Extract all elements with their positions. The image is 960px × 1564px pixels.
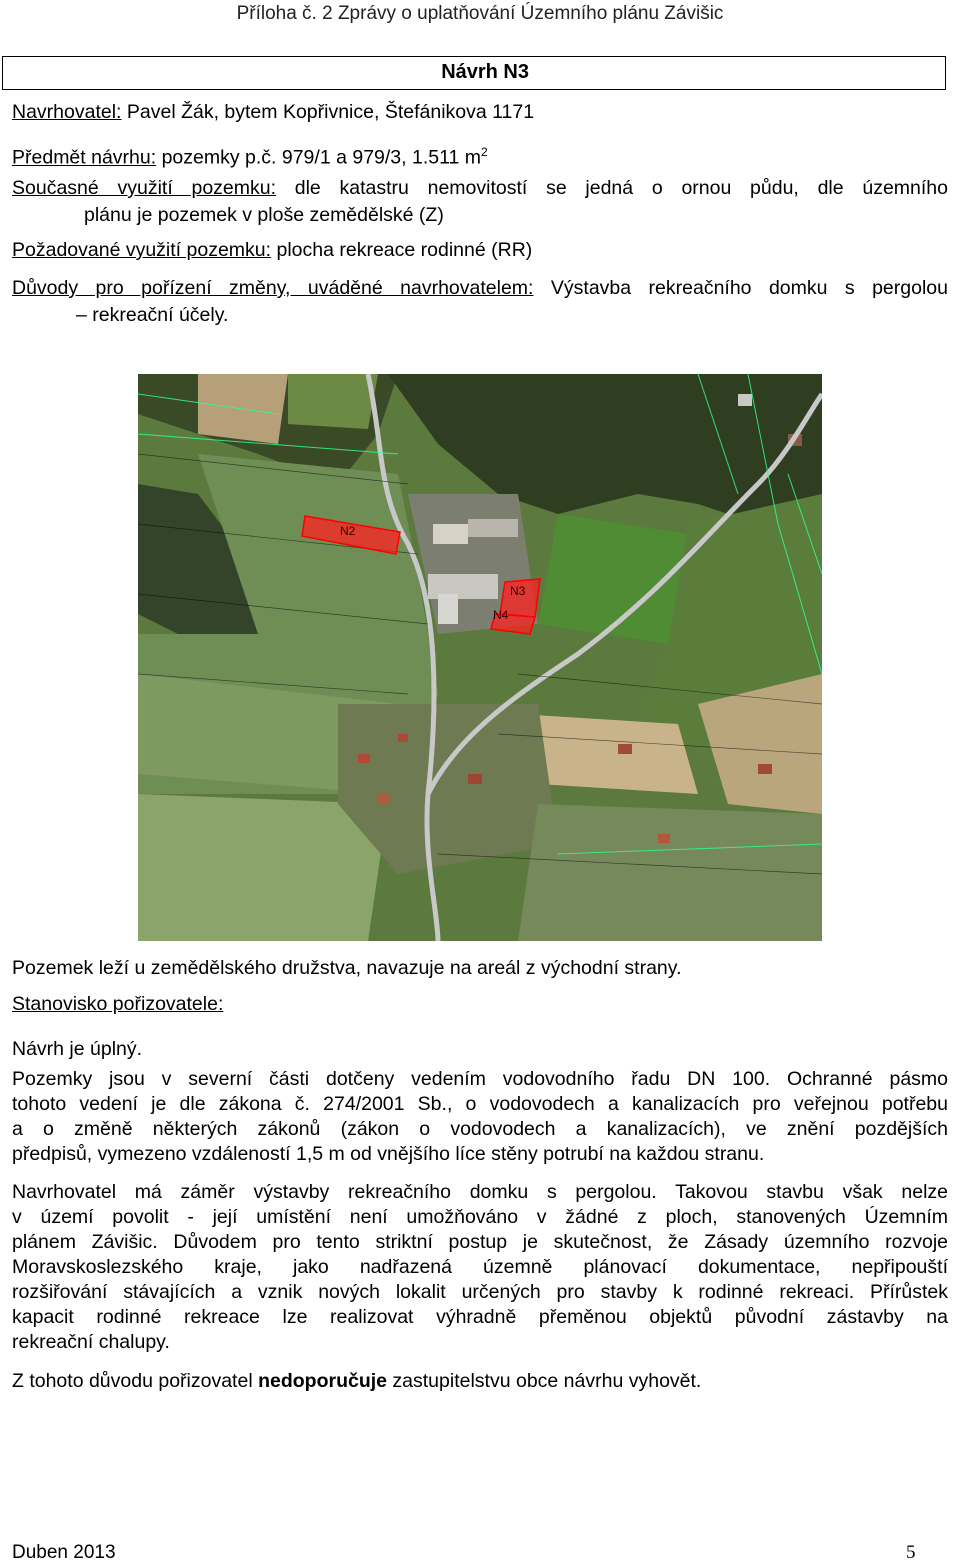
navrhovatel-label: Navrhovatel: bbox=[12, 101, 122, 123]
pozadovane-value: plocha rekreace rodinné (RR) bbox=[271, 239, 533, 261]
stanovisko-heading: Stanovisko pořizovatele: bbox=[12, 993, 224, 1015]
predmet-value: pozemky p.č. 979/1 a 979/3, 1.511 m bbox=[156, 146, 481, 169]
map-label-n4: N4 bbox=[493, 608, 509, 622]
duvody-value-2: – rekreační účely. bbox=[76, 304, 229, 326]
soucasne-value-1: dle katastru nemovitostí se jedná o ornou půdu, dle územního bbox=[276, 177, 948, 199]
paragraph-2-line-4: předpisů, vymezeno vzdáleností 1,5 m od vnějšího líce stěny potrubí na každou stranu. bbox=[12, 1143, 765, 1165]
paragraph-3-line-5: rozšiřování stávajících a vznik nových lokalit určených pro stavby k rodinné rekreaci. Přírůstek bbox=[12, 1281, 948, 1303]
predmet-sup: 2 bbox=[481, 145, 488, 159]
field-duvody bbox=[12, 276, 948, 301]
paragraph-4-bold: nedoporučuje bbox=[258, 1370, 387, 1392]
aerial-map bbox=[138, 374, 822, 941]
field-pozadovane bbox=[12, 237, 532, 263]
map-caption: Pozemek leží u zemědělského družstva, navazuje na areál z východní strany. bbox=[12, 957, 682, 979]
paragraph-4-c: zastupitelstvu obce návrhu vyhovět. bbox=[387, 1370, 702, 1392]
paragraph-3-line-7: rekreační chalupy. bbox=[12, 1331, 170, 1353]
paragraph-4 bbox=[12, 1368, 701, 1394]
paragraph-3-line-3: plánem Závišic. Důvodem pro tento striktní postup je skutečnost, že Zásady územního rozvoje bbox=[12, 1231, 948, 1253]
page-header: Příloha č. 2 Zprávy o uplatňování Územního plánu Závišic bbox=[236, 3, 724, 24]
paragraph-3-line-1: Navrhovatel má záměr výstavby rekreačního domku s pergolou. Takovou stavbu však nelze bbox=[12, 1181, 948, 1203]
paragraph-3-line-6: kapacit rodinné rekreace lze realizovat výhradně přeměnou objektů původní zástavby na bbox=[12, 1306, 948, 1328]
predmet-label: Předmět návrhu: bbox=[12, 146, 157, 169]
paragraph-3-line-4: Moravskoslezského kraje, jako nadřazená územně plánovací dokumentace, nepřipouští bbox=[12, 1256, 948, 1278]
soucasne-value-2: plánu je pozemek v ploše zemědělské (Z) bbox=[84, 204, 444, 226]
map-label-n2: N2 bbox=[340, 524, 356, 538]
map-label-n3: N3 bbox=[510, 584, 526, 598]
navrhovatel-value: Pavel Žák, bytem Kopřivnice, Štefánikova 1171 bbox=[121, 101, 535, 123]
duvody-label: Důvody pro pořízení změny, uváděné navrhovatelem: bbox=[12, 277, 534, 299]
duvody-value-1: Výstavba rekreačního domku s pergolou bbox=[533, 277, 948, 299]
field-soucasne bbox=[12, 176, 948, 201]
footer-date: Duben 2013 bbox=[12, 1542, 116, 1563]
field-navrhovatel bbox=[12, 99, 534, 125]
pozadovane-label: Požadované využití pozemku: bbox=[12, 239, 272, 261]
page-title: Návrh N3 bbox=[441, 61, 529, 83]
paragraph-2-line-3: a o změně některých zákonů (zákon o vodovodech a kanalizacích), ve znění pozdějších bbox=[12, 1118, 948, 1140]
paragraph-1: Návrh je úplný. bbox=[12, 1038, 143, 1060]
footer-page-number: 5 bbox=[906, 1542, 916, 1563]
paragraph-3-line-2: v území povolit - její umístění není umožňováno v žádné z ploch, stanovených Územním bbox=[12, 1206, 948, 1228]
field-predmet bbox=[12, 139, 488, 171]
paragraph-2-line-1: Pozemky jsou v severní části dotčeny vedením vodovodního řadu DN 100. Ochranné pásmo bbox=[12, 1068, 948, 1090]
paragraph-2-line-2: tohoto vedení je dle zákona č. 274/2001 Sb., o vodovodech a kanalizacích pro veřejnou potřebu bbox=[12, 1093, 948, 1115]
title-box bbox=[2, 56, 946, 90]
paragraph-4-a: Z tohoto důvodu pořizovatel bbox=[12, 1370, 259, 1392]
soucasne-label: Současné využití pozemku: bbox=[12, 177, 277, 199]
